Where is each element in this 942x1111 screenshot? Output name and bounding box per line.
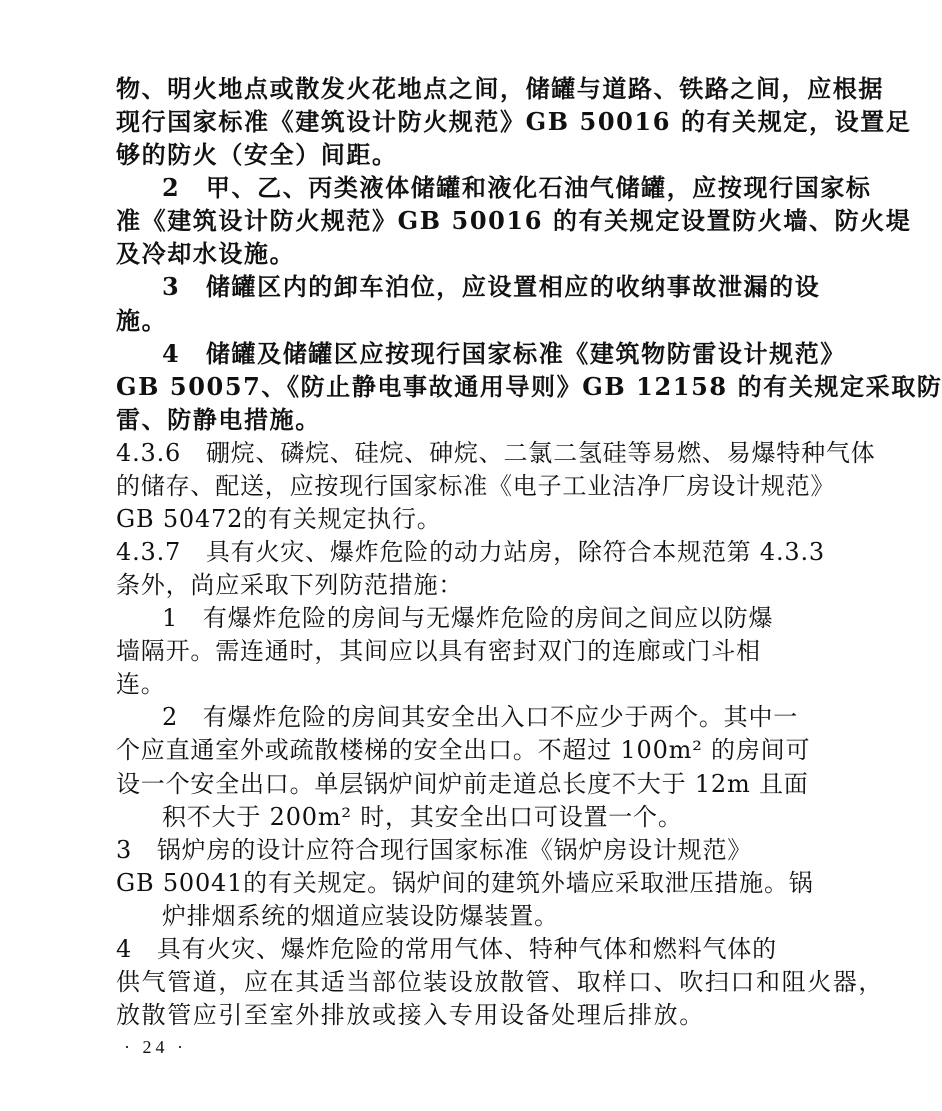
text-line: GB 50041的有关规定。锅炉间的建筑外墙应采取泄压措施。锅 [116,869,814,897]
text-line: 设一个安全出口。单层锅炉间炉前走道总长度不大于 12m 且面 [116,770,809,798]
text-line: 2 甲、乙、丙类液体储罐和液化石油气储罐，应按现行国家标 [162,173,872,202]
text-line: 1 有爆炸危险的房间与无爆炸危险的房间之间应以防爆 [162,604,774,632]
text-line: 4 储罐及储罐区应按现行国家标准《建筑物防雷设计规范》 [162,339,846,368]
text-line: 4.3.7 具有火灾、爆炸危险的动力站房，除符合本规范第 4.3.3 [116,538,825,566]
text-line: 积不大于 200m² 时，其安全出口可设置一个。 [162,803,683,831]
text-line: 物、明火地点或散发火花地点之间，储罐与道路、铁路之间，应根据 [116,74,884,103]
text-line: 放散管应引至室外排放或接入专用设备处理后排放。 [116,1001,705,1029]
text-line: GB 50472的有关规定执行。 [116,505,442,533]
text-line: 现行国家标准《建筑设计防火规范》GB 50016 的有关规定，设置足 [116,107,912,136]
text-line: 施。 [116,306,168,335]
text-line: 炉排烟系统的烟道应装设防爆装置。 [162,902,559,930]
text-line: 3 锅炉房的设计应符合现行国家标准《锅炉房设计规范》 [116,836,753,864]
text-line: 的储存、配送，应按现行国家标准《电子工业洁净厂房设计规范》 [116,472,836,500]
text-line: GB 50057、《防止静电事故通用导则》GB 12158 的有关规定采取防 [116,372,942,401]
text-line: 准《建筑设计防火规范》GB 50016 的有关规定设置防火墙、防火堤 [116,206,912,235]
text-line: 4.3.6 硼烷、磷烷、硅烷、砷烷、二氯二氢硅等易燃、易爆特种气体 [116,439,876,467]
text-line: 条外，尚应采取下列防范措施： [116,571,464,599]
text-line: 雷、防静电措施。 [116,405,321,434]
text-line: 连。 [116,670,166,698]
page-number: · 24 · [124,1037,187,1057]
text-line: 够的防火（安全）间距。 [116,140,398,169]
text-line: 2 有爆炸危险的房间其安全出入口不应少于两个。其中一 [162,703,799,731]
text-line: 4 具有火灾、爆炸危险的常用气体、特种气体和燃料气体的 [116,935,777,963]
text-line: 供气管道，应在其适当部位装设放散管、取样口、吹扫口和阻火器， [116,968,884,996]
text-line: 3 储罐区内的卸车泊位，应设置相应的收纳事故泄漏的设 [162,272,821,301]
text-line: 墙隔开。需连通时，其间应以具有密封双门的连廊或门斗相 [116,637,761,665]
text-line: 及冷却水设施。 [116,239,296,268]
text-line: 个应直通室外或疏散楼梯的安全出口。不超过 100m² 的房间可 [116,736,811,764]
